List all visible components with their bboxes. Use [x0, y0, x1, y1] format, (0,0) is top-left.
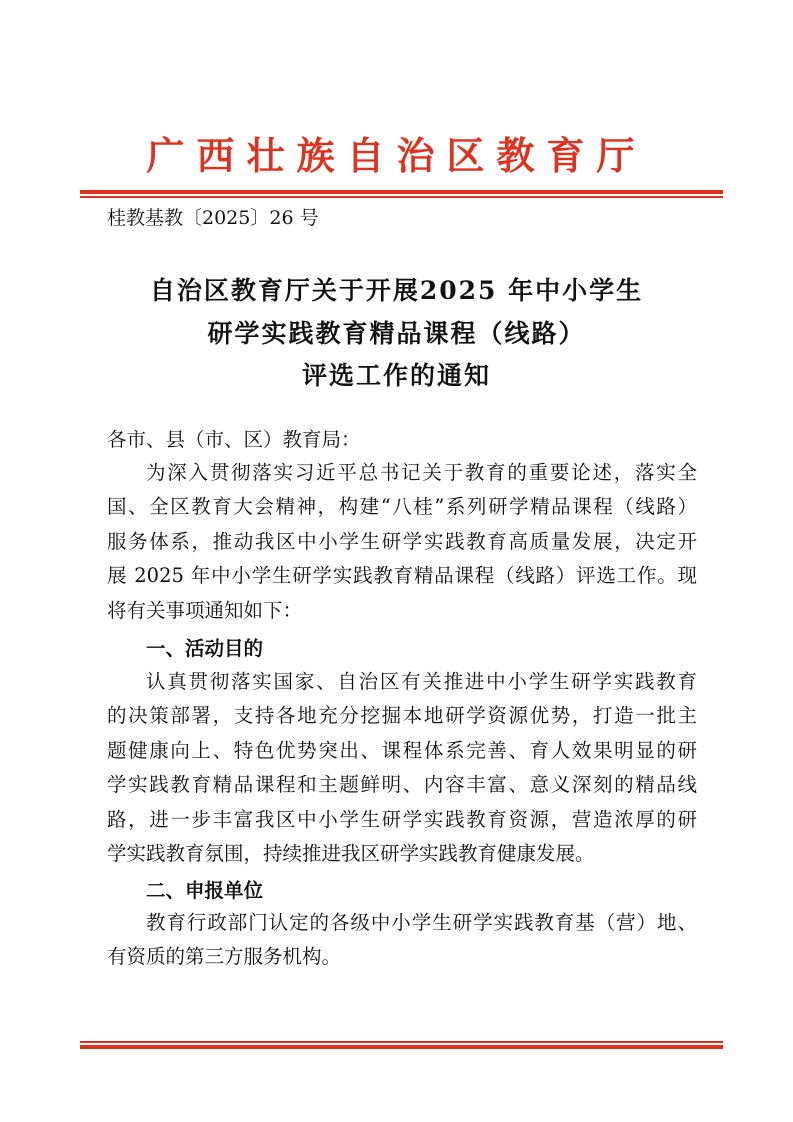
intro-paragraph [107, 456, 697, 628]
footer-red-rule-thick [80, 1045, 723, 1049]
intro-line-5: 将有关事项通知如下： [107, 598, 303, 622]
intro-line-3: 服务体系，推动我区中小学生研学实践教育高质量发展，决定开 [107, 529, 697, 553]
issuing-authority-header: 广西壮族自治区教育厅 [146, 133, 647, 178]
intro-line-1: 为深入贯彻落实习近平总书记关于教育的重要论述，落实全 [146, 461, 697, 484]
title-line-1: 自治区教育厅关于开展2025 年中小学生 [149, 276, 644, 305]
document-number: 桂教基教〔2025〕26 号 [107, 207, 319, 229]
intro-line-2: 国、全区教育大会精神，构建“八桂”系列研学精品课程（线路） [107, 495, 697, 519]
section1-paragraph [107, 665, 697, 871]
title-line-2: 研学实践教育精品课程（线路） [207, 319, 586, 348]
header-red-rule-thick [80, 190, 723, 194]
section2-line-2: 有资质的第三方服务机构。 [107, 945, 342, 969]
section2-paragraph [107, 906, 697, 975]
section1-line-3: 题健康向上、特色优势突出、课程体系完善、育人效果明显的研 [107, 738, 697, 762]
footer-red-rule-thin [80, 1041, 723, 1043]
salutation: 各市、县（市、区）教育局： [107, 428, 361, 451]
intro-line-4: 展 2025 年中小学生研学实践教育精品课程（线路）评选工作。现 [107, 564, 697, 588]
section1-line-4: 学实践教育精品课程和主题鲜明、内容丰富、意义深刻的精品线 [107, 773, 697, 797]
section1-line-2: 的决策部署，支持各地充分挖掘本地研学资源优势，打造一批主 [107, 704, 697, 728]
section-heading-2: 二、申报单位 [146, 879, 264, 902]
section-heading-1: 一、活动目的 [146, 637, 264, 660]
section1-line-6: 学实践教育氛围，持续推进我区研学实践教育健康发展。 [107, 841, 595, 865]
title-line-3: 评选工作的通知 [301, 361, 491, 390]
section1-line-5: 路，进一步丰富我区中小学生研学实践教育资源，营造浓厚的研 [107, 807, 697, 831]
header-red-rule-thin [80, 196, 723, 198]
section2-line-1: 教育行政部门认定的各级中小学生研学实践教育基（营）地、 [146, 911, 697, 934]
section1-line-1: 认真贯彻落实国家、自治区有关推进中小学生研学实践教育 [146, 670, 697, 693]
